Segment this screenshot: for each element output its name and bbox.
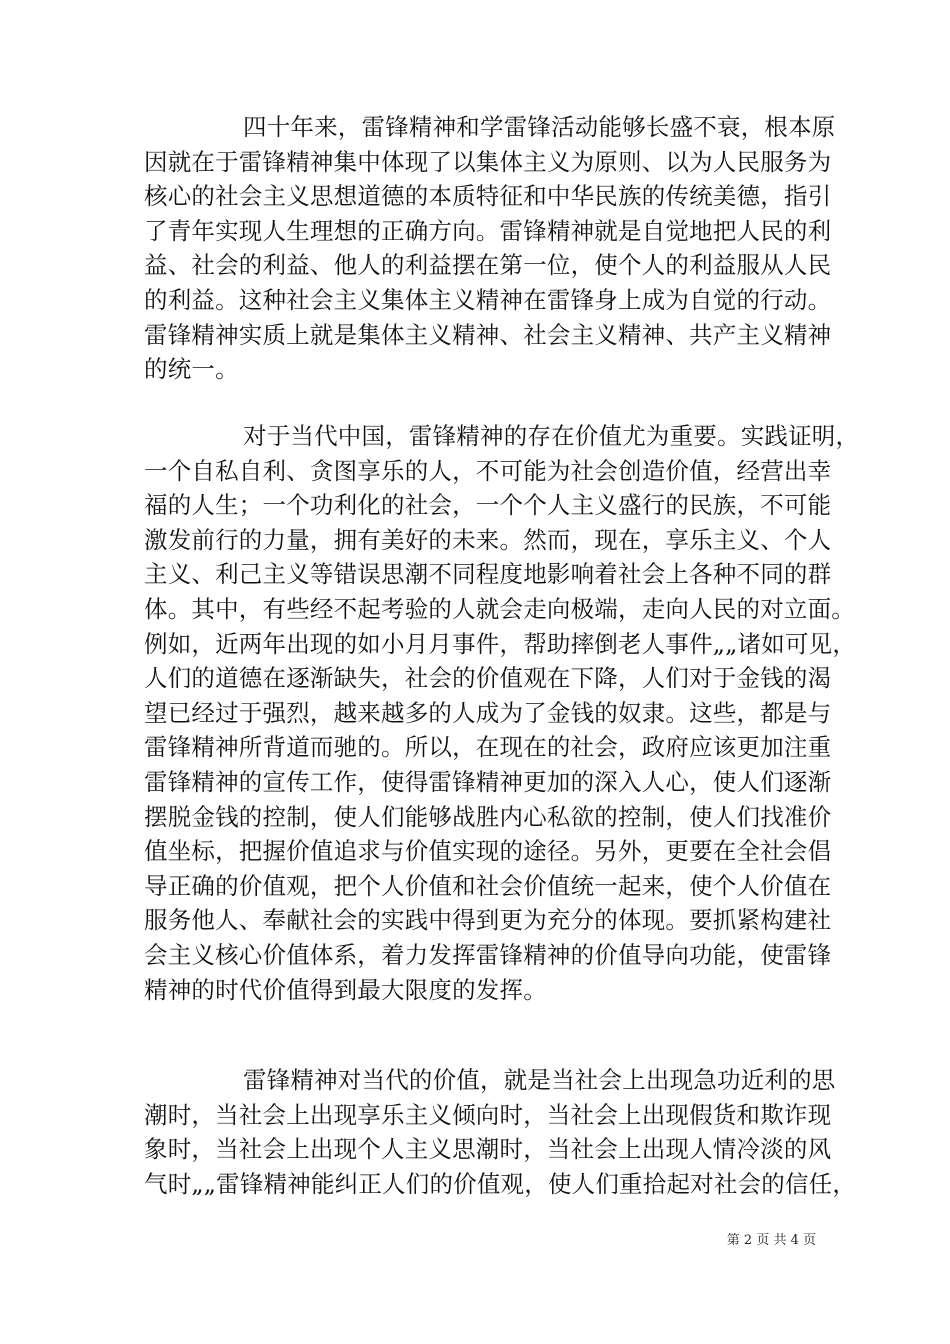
- text-line: 人们的道德在逐渐缺失，社会的价值观在下降，人们对于金钱的渴: [144, 664, 832, 693]
- text-line: 雷锋精神的宣传工作，使得雷锋精神更加的深入人心，使人们逐渐: [144, 768, 832, 796]
- text-line: 值坐标，把握价值追求与价值实现的途径。另外，更要在全社会倡: [144, 837, 832, 866]
- text-line: 体。其中，有些经不起考验的人就会走向极端，走向人民的对立面。: [144, 595, 855, 623]
- text-line: 摆脱金钱的控制，使人们能够战胜内心私欲的控制，使人们找准价: [144, 802, 832, 831]
- text-line: 潮时，当社会上出现享乐主义倾向时，当社会上出现假货和欺诈现: [144, 1100, 832, 1129]
- text-line: 了青年实现人生理想的正确方向。雷锋精神就是自觉地把人民的利: [144, 216, 832, 245]
- text-line: 望已经过于强烈，越来越多的人成为了金钱的奴隶。这些，都是与: [144, 698, 832, 727]
- text-line: 因就在于雷锋精神集中体现了以集体主义为原则、以为人民服务为: [144, 147, 832, 176]
- text-line: 会主义核心价值体系，着力发挥雷锋精神的价值导向功能，使雷锋: [144, 941, 832, 969]
- text-line: 雷锋精神对当代的价值，就是当社会上出现急功近利的思: [243, 1066, 836, 1094]
- text-line: 核心的社会主义思想道德的本质特征和中华民族的传统美德，指引: [144, 182, 832, 211]
- text-line: 益、社会的利益、他人的利益摆在第一位，使个人的利益服从人民: [144, 251, 832, 280]
- text-line: 服务他人、奉献社会的实践中得到更为充分的体现。要抓紧构建社: [144, 906, 832, 935]
- text-line: 雷锋精神所背道而驰的。所以，在现在的社会，政府应该更加注重: [144, 733, 832, 762]
- text-line: 一个自私自利、贪图享乐的人，不可能为社会创造价值，经营出幸: [144, 456, 832, 485]
- text-line: 例如，近两年出现的如小月月事件，帮助摔倒老人事件„„诸如可见，: [144, 629, 857, 658]
- text-line: 的统一。: [144, 355, 239, 384]
- page-number-footer: 第 2 页 共 4 页: [726, 1233, 816, 1248]
- text-line: 福的人生；一个功利化的社会，一个个人主义盛行的民族，不可能: [144, 491, 832, 520]
- text-line: 气时„„雷锋精神能纠正人们的价值观，使人们重拾起对社会的信任，: [144, 1169, 857, 1198]
- text-line: 主义、利己主义等错误思潮不同程度地影响着社会上各种不同的群: [144, 560, 832, 589]
- text-line: 象时，当社会上出现个人主义思潮时，当社会上出现人情冷淡的风: [144, 1135, 832, 1164]
- text-line: 四十年来，雷锋精神和学雷锋活动能够长盛不衰，根本原: [243, 113, 836, 141]
- text-line: 导正确的价值观，把个人价值和社会价值统一起来，使个人价值在: [144, 871, 832, 900]
- text-line: 的利益。这种社会主义集体主义精神在雷锋身上成为自觉的行动。: [144, 286, 832, 314]
- text-line: 雷锋精神实质上就是集体主义精神、社会主义精神、共产主义精神: [144, 320, 832, 349]
- text-line: 对于当代中国，雷锋精神的存在价值尤为重要。实践证明，: [243, 422, 860, 450]
- text-line: 精神的时代价值得到最大限度的发挥。: [144, 975, 547, 1004]
- text-line: 激发前行的力量，拥有美好的未来。然而，现在，享乐主义、个人: [144, 525, 832, 554]
